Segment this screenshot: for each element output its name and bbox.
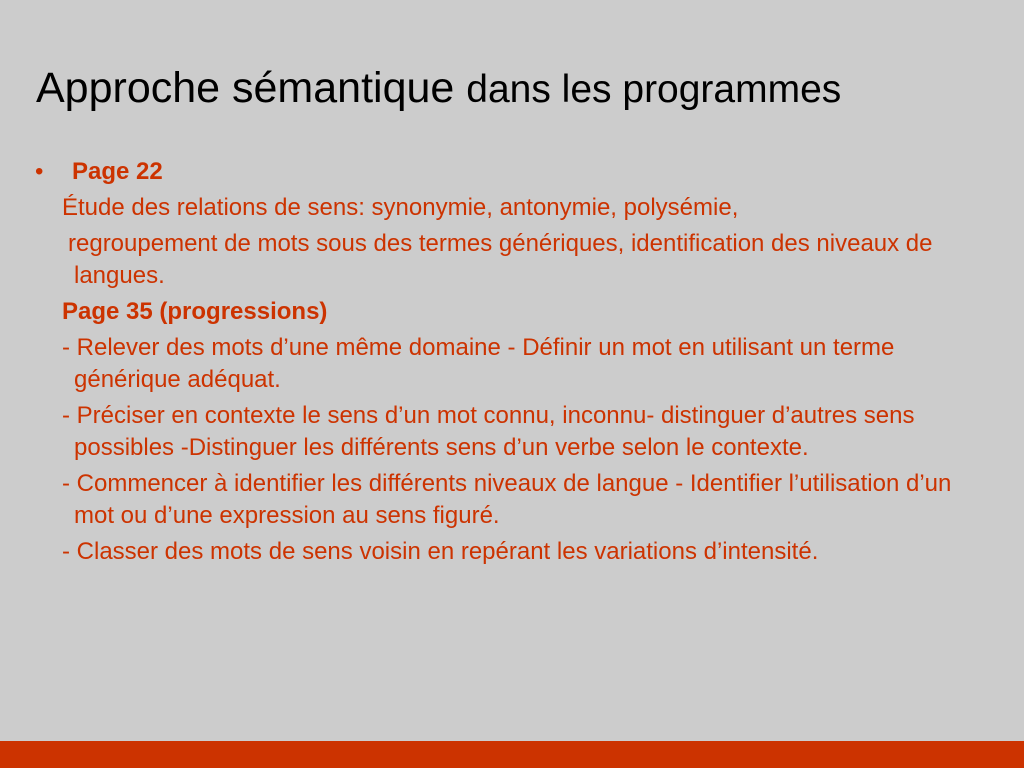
title-part-1: Approche sémantique xyxy=(36,64,467,112)
progression-item-3: - Commencer à identifier les différents niveaux de langue - Identifier l’utilisation d’un mot ou d’une expression au sens figuré. xyxy=(62,470,952,529)
progression-item-1: - Relever des mots d’une même domaine - Définir un mot en utilisant un terme générique adéquat. xyxy=(62,334,895,393)
footer-bar xyxy=(0,741,1024,768)
page-22-heading: Page 22 xyxy=(72,158,163,185)
progression-item-4: - Classer des mots de sens voisin en repérant les variations d’intensité. xyxy=(62,538,819,565)
page-22-line-2: regroupement de mots sous des termes génériques, identification des niveaux de langues. xyxy=(68,230,933,289)
page-22-line-1: Étude des relations de sens: synonymie, antonymie, polysémie, xyxy=(62,194,739,221)
bullet-dot-icon: • xyxy=(35,158,44,185)
slide-title xyxy=(36,60,841,118)
bullet-item-page-22 xyxy=(30,156,990,188)
progression-item-2: - Préciser en contexte le sens d’un mot connu, inconnu- distinguer d’autres sens possibles -Distinguer les différents sens d’un verbe selon le contexte. xyxy=(62,402,915,461)
page-35-heading: Page 35 (progressions) xyxy=(62,298,328,325)
title-part-2: dans les programmes xyxy=(466,68,842,111)
slide-content xyxy=(30,156,990,572)
